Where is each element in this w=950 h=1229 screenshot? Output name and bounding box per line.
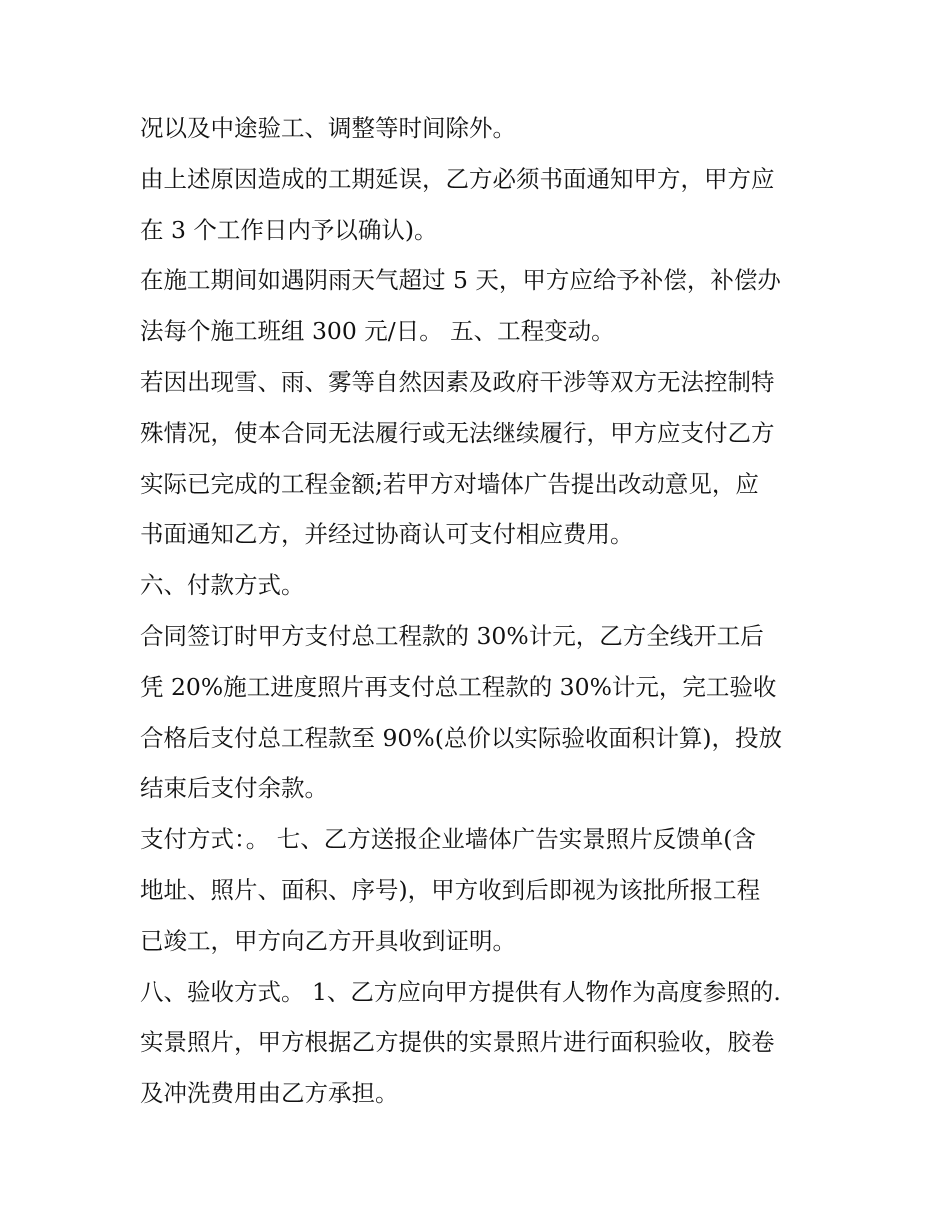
text-line: 凭 20%施工进度照片再支付总工程款的 30%计元，完工验收 <box>140 672 777 701</box>
text-line: 合同签订时甲方支付总工程款的 30%计元，乙方全线开工后 <box>140 621 764 650</box>
text-line: 由上述原因造成的工期延误，乙方必须书面通知甲方，甲方应 <box>140 164 775 193</box>
text-line: 结束后支付余款。 <box>140 774 328 803</box>
document-body <box>140 103 820 1119</box>
text-line: 实际已完成的工程金额;若甲方对墙体广告提出改动意见，应 <box>140 469 759 498</box>
text-line: 法每个施工班组 300 元/日。 五、工程变动。 <box>140 317 615 346</box>
section-heading: 六、付款方式。 <box>140 571 305 600</box>
text-line: 殊情况，使本合同无法履行或无法继续履行，甲方应支付乙方 <box>140 418 775 447</box>
text-line: 已竣工，甲方向乙方开具收到证明。 <box>140 926 516 955</box>
text-line: 在 3 个工作日内予以确认)。 <box>140 215 438 244</box>
text-line: 书面通知乙方，并经过协商认可支付相应费用。 <box>140 520 634 549</box>
text-line: 在施工期间如遇阴雨天气超过 5 天，甲方应给予补偿，补偿办 <box>140 266 781 295</box>
text-line: 支付方式：。 七、乙方送报企业墙体广告实景照片反馈单(含 <box>140 825 756 854</box>
text-line: 合格后支付总工程款至 90%(总价以实际验收面积计算)，投放 <box>140 723 783 752</box>
text-line: 地址、照片、面积、序号)，甲方收到后即视为该批所报工程 <box>140 875 761 904</box>
text-line: 若因出现雪、雨、雾等自然因素及政府干涉等双方无法控制特 <box>140 367 775 396</box>
text-line: 及冲洗费用由乙方承担。 <box>140 1079 399 1108</box>
text-line: 八、验收方式。 1、乙方应向甲方提供有人物作为高度参照的. <box>140 977 781 1006</box>
text-line: 实景照片，甲方根据乙方提供的实景照片进行面积验收，胶卷 <box>140 1028 775 1057</box>
text-line: 况以及中途验工、调整等时间除外。 <box>140 114 516 142</box>
